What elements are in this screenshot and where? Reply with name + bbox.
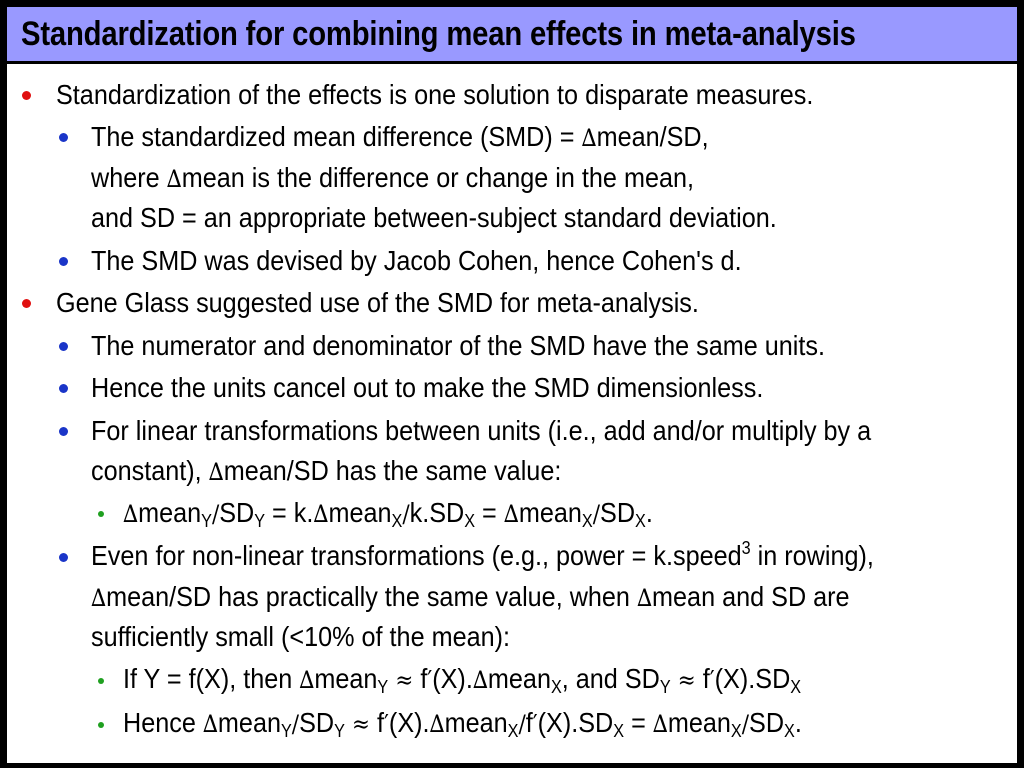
slide-title: Standardization for combining mean effects in meta-analysis [21, 15, 856, 53]
bullet-text: The numerator and denominator of the SMD have the same units. [91, 330, 826, 361]
bullet-text: For linear transformations between units (i.e., add and/or multiply by a [91, 415, 872, 446]
bullet-text: Gene Glass suggested use of the SMD for meta-analysis. [56, 287, 699, 318]
frame-right-border [1017, 0, 1024, 768]
bullet-level3 [98, 678, 104, 684]
bullet-text-continued: where ∆mean is the difference or change in the mean, [91, 162, 694, 193]
bullet-text: The standardized mean difference (SMD) = ∆mean/SD, [91, 121, 709, 152]
bullet-level2 [59, 257, 68, 266]
formula-line: $\Delta mean_Y∕SD_Y$ = $k.\Delta mean_X∕k.SD_X$ = $\Delta mean_X∕SD_X$. [123, 497, 653, 531]
bullet-level2 [59, 553, 68, 562]
bullet-level2 [59, 427, 68, 436]
bullet-level2 [59, 342, 68, 351]
frame-bottom-border [0, 763, 1024, 768]
bullet-level1 [22, 299, 31, 308]
bullet-level1 [22, 91, 31, 100]
bullet-text: Hence the units cancel out to make the SMD dimensionless. [91, 372, 764, 403]
bullet-text: Standardization of the effects is one solution to disparate measures. [56, 79, 814, 110]
bullet-text: The SMD was devised by Jacob Cohen, hence Cohen's d. [91, 245, 742, 276]
bullet-level2 [59, 384, 68, 393]
frame-left-border [0, 0, 7, 768]
bullet-text-continued: sufficiently small (<10% of the mean): [91, 621, 511, 652]
bullet-level3 [98, 511, 104, 517]
title-bar [7, 7, 1017, 64]
bullet-text-continued: and SD = an appropriate between-subject standard deviation. [91, 202, 777, 233]
bullet-text-continued: constant), ∆mean/SD has the same value: [91, 455, 562, 486]
formula-line: If Y = f(X), then ∆mean$_Y$ ≈ f′(X).∆mean$_X$, and $SD_Y \approx f'(X).SD_X$ [123, 663, 802, 697]
frame-top-border [0, 0, 1024, 7]
bullet-text: Even for non-linear transformations (e.g., power = k.speed$^3$ in rowing), [91, 538, 874, 571]
bullet-level3 [98, 722, 104, 728]
formula-line: Hence $\Delta mean_Y∕SD_Y$ ≈ $f'(X).\Delta mean_X∕f'(X).SD_X$ = $\Delta mean_X∕SD_X$. [123, 707, 802, 741]
bullet-text-continued: ∆mean/SD has practically the same value, when ∆mean and SD are [91, 581, 850, 612]
bullet-level2 [59, 133, 68, 142]
